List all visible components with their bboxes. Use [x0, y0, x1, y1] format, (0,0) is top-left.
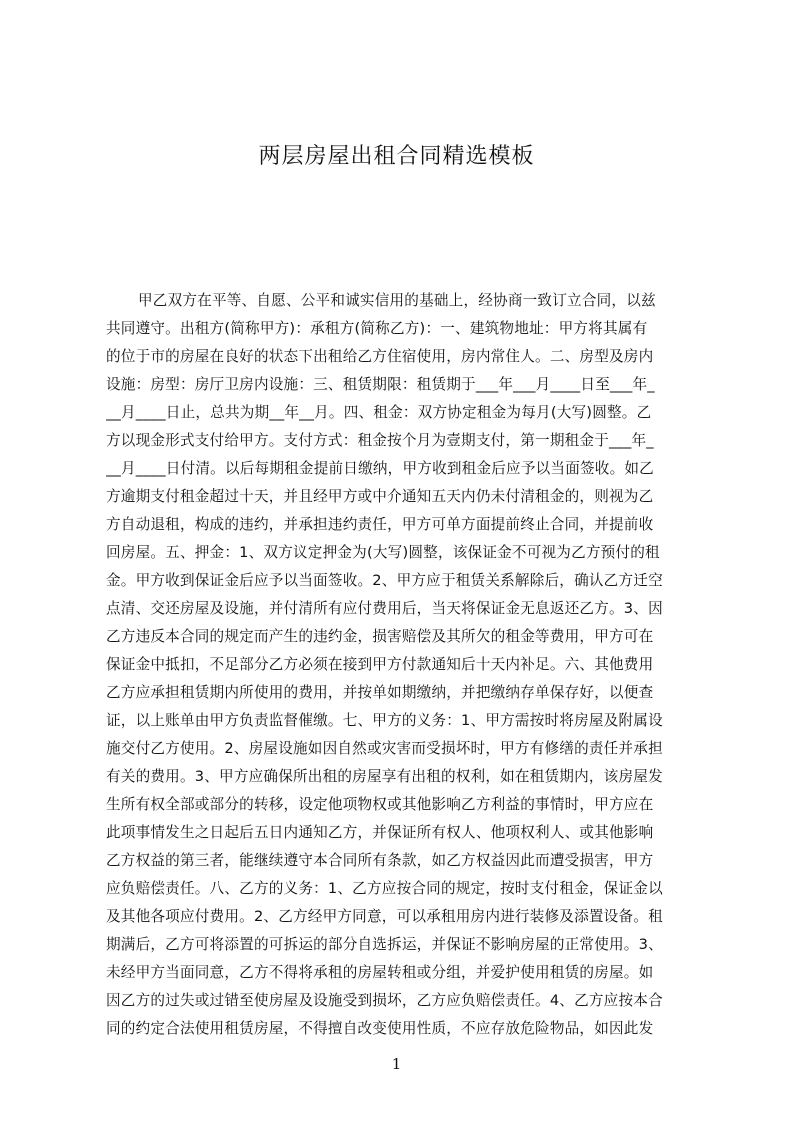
- body-text-line: 乙方违反本合同的规定而产生的违约金，损害赔偿及其所欠的租金等费用，甲方可在: [106, 628, 654, 645]
- body-text-line: 及其他各项应付费用。2、乙方经甲方同意，可以承租用房内进行装修及添置设备。租: [106, 908, 663, 925]
- body-text-line: 方以现金形式支付给甲方。支付方式：租金按个月为壹期支付，第一期租金于___年_: [106, 432, 654, 449]
- body-text-line: 的位于市的房屋在良好的状态下出租给乙方住宿使用，房内常住人。二、房型及房内: [106, 348, 654, 365]
- body-text-line: 施交付乙方使用。2、房屋设施如因自然或灾害而受损坏时，甲方有修缮的责任并承担: [106, 740, 663, 757]
- document-title: 两层房屋出租合同精选模板: [258, 144, 535, 169]
- body-text-line: __月____日止，总共为期__年__月。四、租金：双方协定租金为每月(大写)圆整。乙: [106, 404, 652, 421]
- body-text-line: 乙方权益的第三者，能继续遵守本合同所有条款，如乙方权益因此而遭受损害，甲方: [106, 852, 654, 869]
- body-text-line: 因乙方的过失或过错至使房屋及设施受到损坏，乙方应负赔偿责任。4、乙方应按本合: [106, 992, 663, 1009]
- body-text-line: 金。甲方收到保证金后应予以当面签收。2、甲方应于租赁关系解除后，确认乙方迁空: [106, 572, 663, 589]
- body-text-line: 应负赔偿责任。八、乙方的义务：1、乙方应按合同的规定，按时支付租金，保证金以: [106, 880, 663, 897]
- body-text-line: 回房屋。五、押金：1、双方议定押金为(大写)圆整，该保证金不可视为乙方预付的租: [106, 544, 660, 561]
- body-text-line: 保证金中抵扣，不足部分乙方必须在接到甲方付款通知后十天内补足。六、其他费用: [106, 656, 654, 673]
- body-text-line: 证，以上账单由甲方负责监督催缴。七、甲方的义务：1、甲方需按时将房屋及附属设: [106, 712, 663, 729]
- body-text-line: 方逾期支付租金超过十天，并且经甲方或中介通知五天内仍未付清租金的，则视为乙: [106, 488, 654, 505]
- body-text-line: 设施：房型：房厅卫房内设施：三、租赁期限：租赁期于___年___月____日至___年_: [106, 376, 655, 393]
- body-text-line: 有关的费用。3、甲方应确保所出租的房屋享有出租的权利，如在租赁期内，该房屋发: [106, 768, 663, 785]
- body-text-line: 期满后，乙方可将添置的可拆运的部分自选拆运，并保证不影响房屋的正常使用。3、: [106, 936, 663, 953]
- body-text-line: __月____日付清。以后每期租金提前日缴纳，甲方收到租金后应予以当面签收。如乙: [106, 460, 654, 477]
- body-text-line: 此项事情发生之日起后五日内通知乙方，并保证所有权人、他项权利人、或其他影响: [106, 824, 654, 841]
- body-text-line: 点清、交还房屋及设施，并付清所有应付费用后，当天将保证金无息返还乙方。3、因: [106, 600, 663, 617]
- body-text-line: 方自动退租，构成的违约，并承担违约责任，甲方可单方面提前终止合同，并提前收: [106, 516, 654, 533]
- body-text-line: 甲乙双方在平等、自愿、公平和诚实信用的基础上，经协商一致订立合同，以兹: [138, 292, 656, 309]
- body-text-line: 共同遵守。出租方(简称甲方)：承租方(简称乙方)：一、建筑物地址：甲方将其属有: [106, 320, 648, 337]
- contract-text: [106, 287, 698, 1043]
- body-text-line: 同的约定合法使用租赁房屋，不得擅自改变使用性质，不应存放危险物品，如因此发: [106, 1020, 654, 1037]
- body-text-line: 乙方应承担租赁期内所使用的费用，并按单如期缴纳，并把缴纳存单保存好，以便查: [106, 684, 654, 701]
- page-number: 1: [391, 1055, 402, 1073]
- contract-body: [106, 287, 698, 1069]
- body-text-line: 生所有权全部或部分的转移，设定他项物权或其他影响乙方利益的事情时，甲方应在: [106, 796, 654, 813]
- body-text-line: 未经甲方当面同意，乙方不得将承租的房屋转租或分组，并爱护使用租赁的房屋。如: [106, 964, 654, 981]
